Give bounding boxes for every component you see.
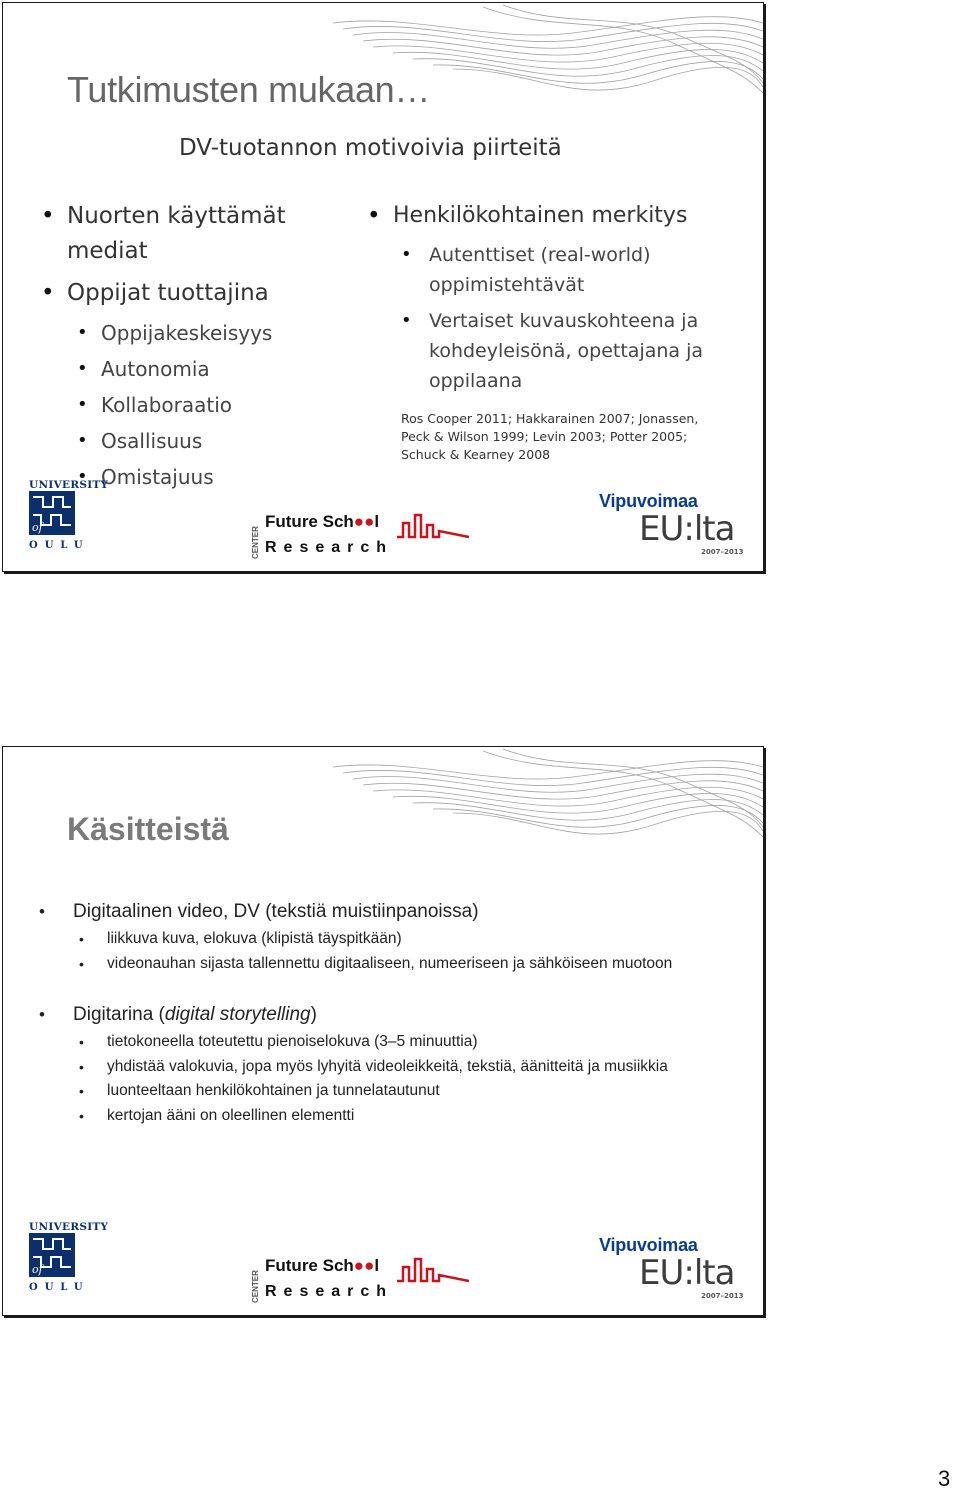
- eu-years: 2007–2013: [701, 1292, 744, 1300]
- fsr-research: Research: [265, 539, 394, 556]
- svg-text:CENTER: CENTER: [251, 526, 260, 559]
- oulu-word: OULU: [29, 1282, 90, 1293]
- fsr-name: Future Sch●●l: [265, 512, 380, 531]
- oulu-word: OULU: [29, 540, 90, 551]
- slide-2-title: Käsitteistä: [67, 811, 229, 847]
- concept-group: [39, 897, 739, 976]
- fsr-research: Research: [265, 1283, 394, 1300]
- vipuvoimaa-eu-logo: [599, 491, 749, 556]
- bullet-item: • Oppijat tuottajina: [37, 276, 327, 311]
- future-school-research-logo: [249, 1255, 479, 1307]
- eu-main-text: EU:lta: [639, 509, 735, 549]
- sub-bullet-item: • kertojan ääni on oleellinen elementti: [39, 1104, 739, 1129]
- concept-group: [39, 1000, 739, 1128]
- sub-bullet-item: • Autenttiset (real-world) oppimistehtävät: [363, 240, 743, 300]
- slide-2: [2, 746, 764, 1316]
- sub-bullet-item: • liikkuva kuva, elokuva (klipistä täyspitkään): [39, 927, 739, 952]
- vipuvoimaa-eu-logo: [599, 1235, 749, 1300]
- waveform-icon: [397, 511, 469, 541]
- oulu-crest-icon: [29, 491, 75, 535]
- slide-1-subtitle: DV-tuotannon motivoivia piirteitä: [179, 135, 562, 161]
- eu-top-text: Vipuvoimaa: [599, 1235, 698, 1255]
- sub-bullet-item: • Autonomia: [37, 354, 327, 384]
- sub-bullet-item: • tietokoneella toteutettu pienoiselokuva (3–5 minuuttia): [39, 1030, 739, 1055]
- ribbon-decoration: [333, 747, 763, 857]
- future-school-research-logo: [249, 511, 479, 563]
- bullet-item: • Henkilökohtainen merkitys: [363, 199, 743, 233]
- sub-bullet-item: • Kollaboraatio: [37, 390, 327, 420]
- references: Ros Cooper 2011; Hakkarainen 2007; Jonassen, Peck & Wilson 1999; Levin 2003; Potter 2005; Schuck & Kearney 2008: [401, 411, 699, 462]
- sub-bullet-item: • luonteeltaan henkilökohtainen ja tunnelatautunut: [39, 1079, 739, 1104]
- bullet-item: • Digitaalinen video, DV (tekstiä muistiinpanoissa): [39, 897, 739, 927]
- eu-top-text: Vipuvoimaa: [599, 491, 698, 511]
- fsr-center-label: [249, 513, 261, 561]
- university-word: UNIVERSITY: [29, 479, 109, 491]
- slide-1-title: Tutkimusten mukaan…: [67, 69, 431, 110]
- left-column: [37, 199, 327, 498]
- sub-bullet-item: • videonauhan sijasta tallennettu digitaaliseen, numeeriseen ja sähköiseen muotoon: [39, 952, 739, 977]
- fsr-name: Future Sch●●l: [265, 1256, 380, 1275]
- sub-bullet-item: • Omistajuus: [37, 462, 327, 492]
- slide-1: [2, 2, 764, 572]
- university-of-oulu-logo: [29, 479, 108, 551]
- page-number: 3: [938, 1466, 951, 1491]
- waveform-icon: [397, 1255, 469, 1285]
- svg-text:of: of: [32, 521, 43, 534]
- svg-text:CENTER: CENTER: [251, 1270, 260, 1303]
- sub-bullet-item: • Oppijakeskeisyys: [37, 318, 327, 348]
- sub-bullet-item: • yhdistää valokuvia, jopa myös lyhyitä videoleikkeitä, tekstiä, äänitteitä ja musiikkia: [39, 1055, 739, 1080]
- eu-years: 2007–2013: [701, 548, 744, 556]
- sub-bullet-item: • Osallisuus: [37, 426, 327, 456]
- slide-2-body: [39, 897, 739, 1152]
- university-of-oulu-logo: [29, 1221, 108, 1293]
- oulu-crest-icon: [29, 1233, 75, 1277]
- right-column: [363, 199, 743, 464]
- university-word: UNIVERSITY: [29, 1221, 109, 1233]
- svg-text:of: of: [32, 1263, 43, 1276]
- bullet-item: • Digitarina (digital storytelling): [39, 1000, 739, 1030]
- sub-bullet-item: • Vertaiset kuvauskohteena ja kohdeyleisönä, opettajana ja oppilaana: [363, 306, 743, 396]
- bullet-item: • Nuorten käyttämät mediat: [37, 199, 327, 269]
- fsr-center-label: [249, 1257, 261, 1305]
- eu-main-text: EU:lta: [639, 1253, 735, 1293]
